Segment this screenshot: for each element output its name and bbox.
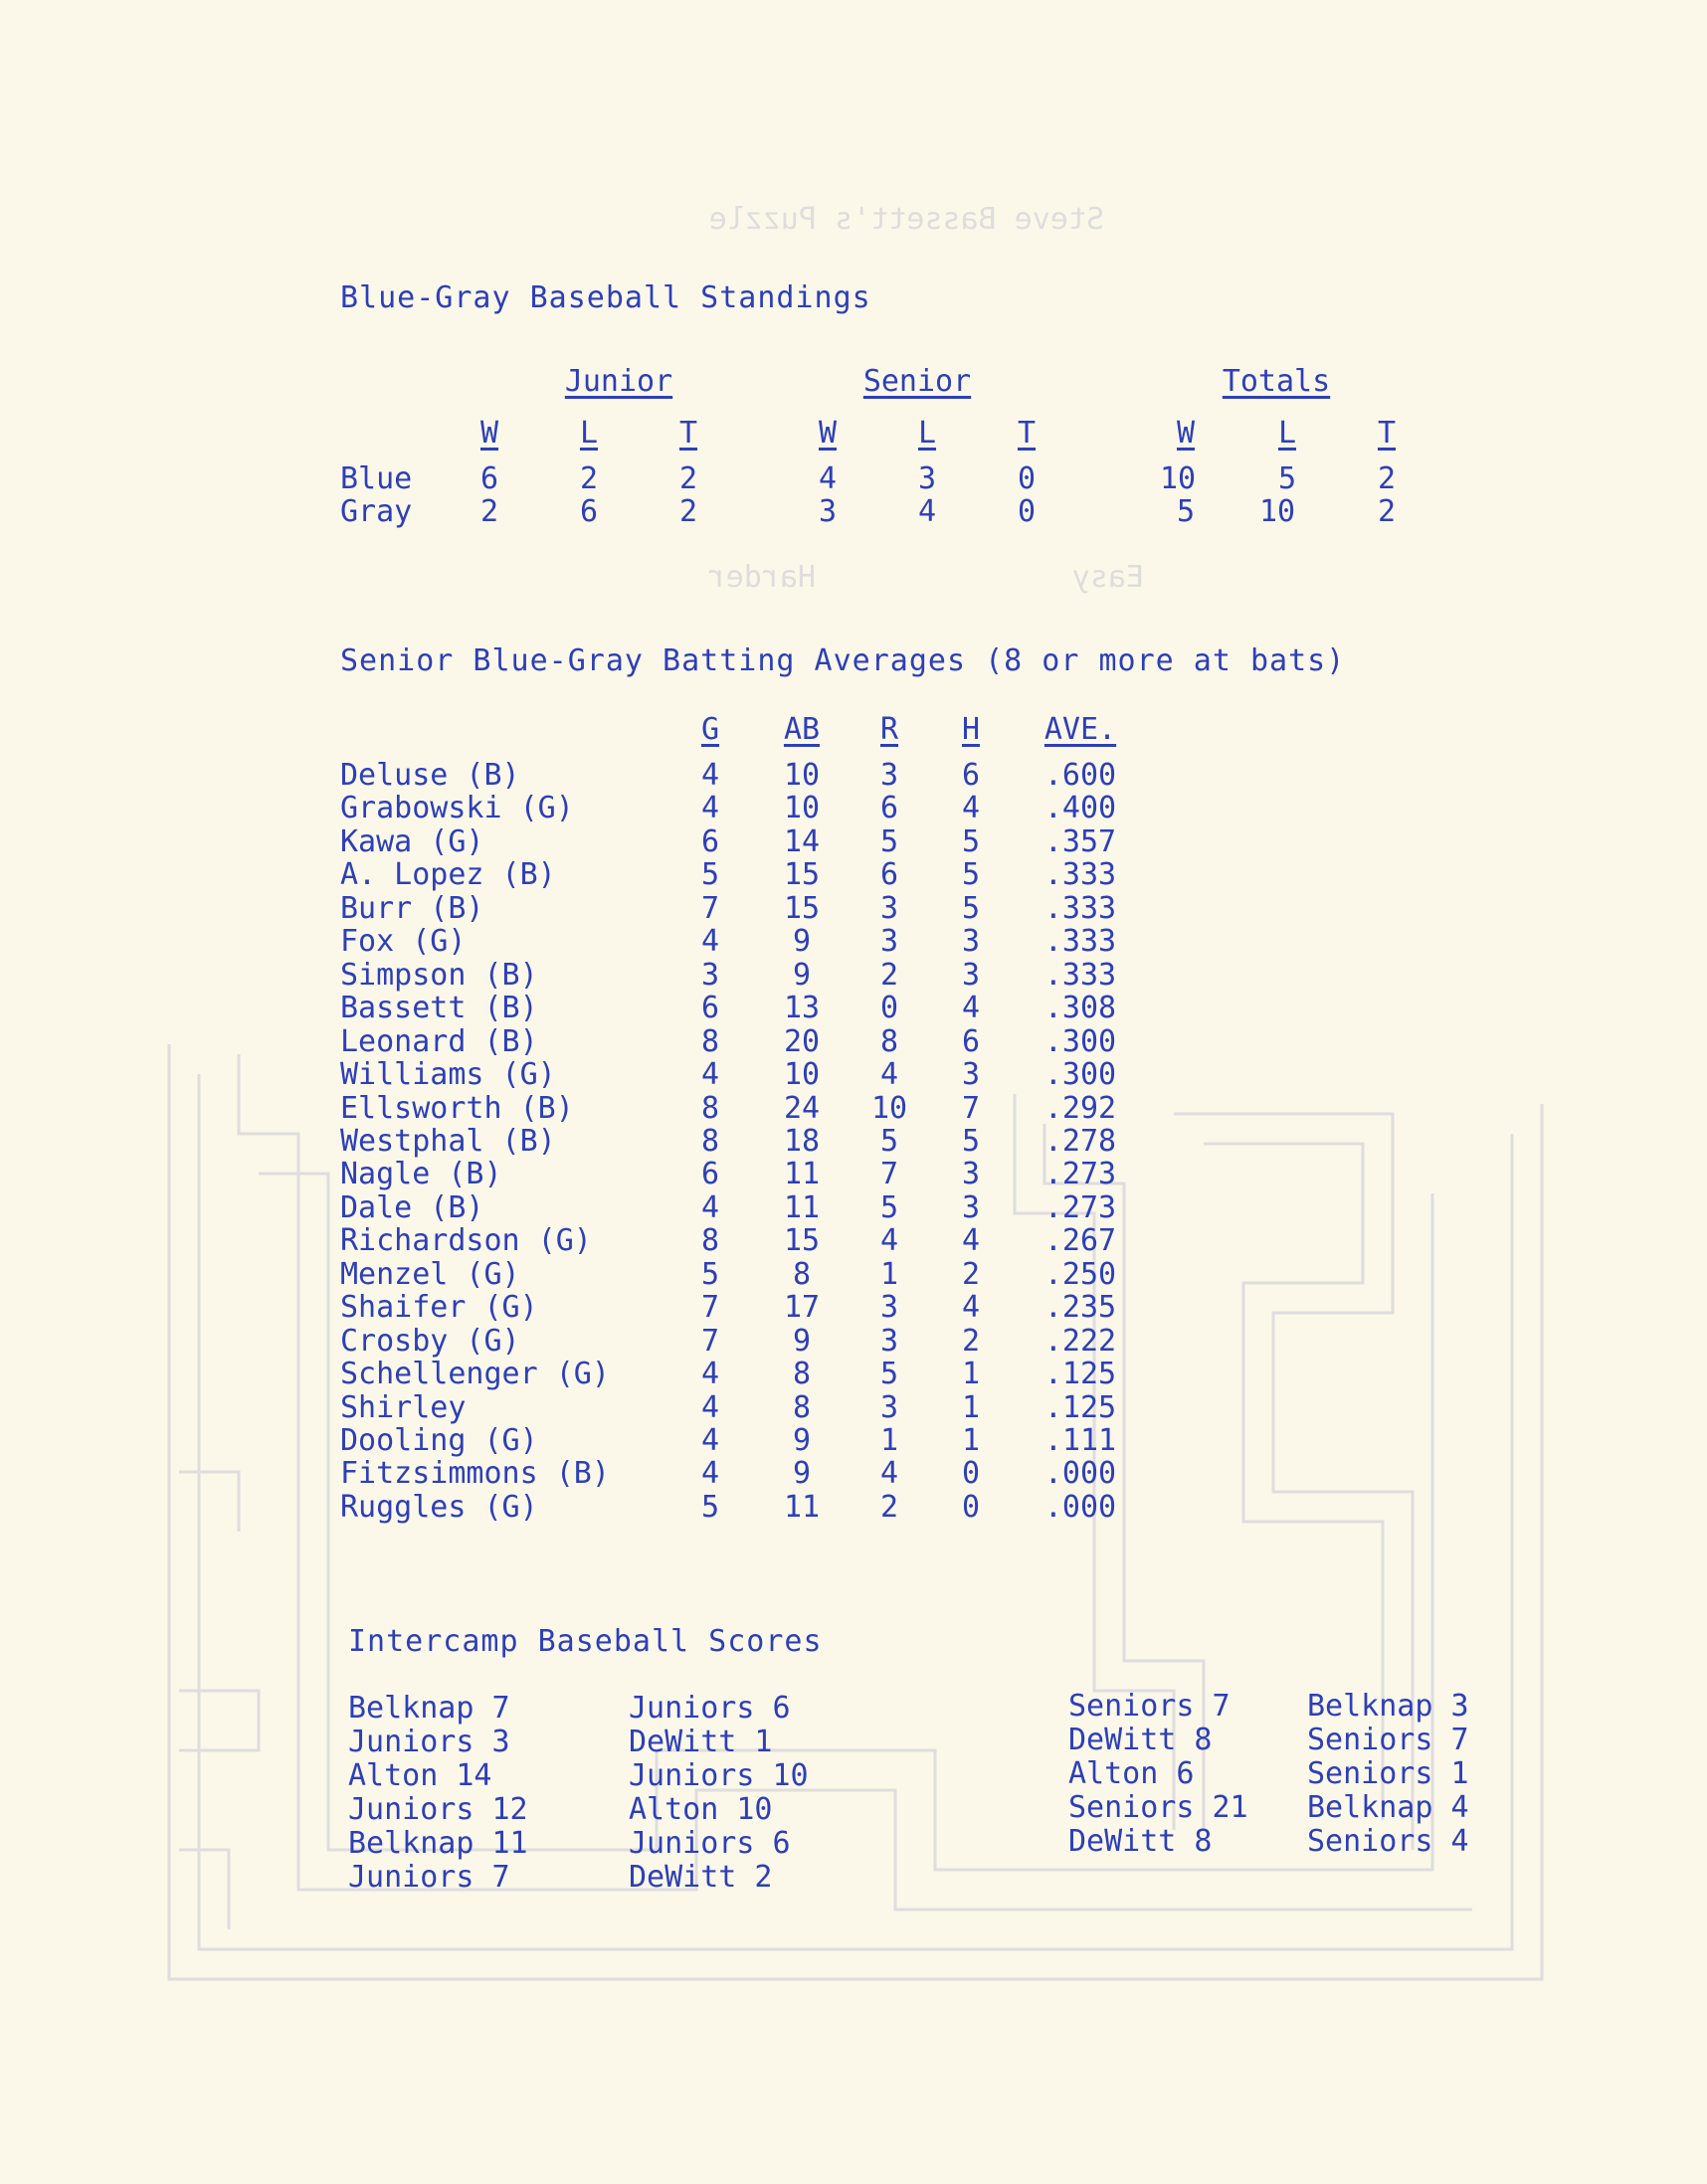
batting-cell-r: 5 [879,1357,899,1391]
player-name: Ruggles (G) [340,1490,538,1525]
batting-cell-ab: 9 [792,924,812,959]
batting-cell-g: 6 [700,824,720,859]
standings-cell: 4 [818,461,838,496]
batting-cell-h: 5 [961,891,981,926]
batting-cell-ave: .000 [1043,1456,1117,1491]
player-name: Grabowski (G) [340,791,574,825]
player-name: Simpson (B) [340,958,538,993]
batting-cell-ave: .273 [1043,1157,1117,1191]
player-name: Burr (B) [340,891,484,926]
senior-score-right: Seniors 1 [1307,1756,1469,1791]
batting-cell-h: 3 [961,1157,981,1191]
standings-cell: 2 [678,494,698,529]
junior-score-right: DeWitt 2 [629,1860,773,1895]
batting-cell-ab: 10 [783,791,821,825]
batting-title: Senior Blue-Gray Batting Averages (8 or more at bats) [340,643,1346,678]
batting-cell-ab: 9 [792,1423,812,1458]
batting-header-r: R [879,712,899,747]
player-name: Deluse (B) [340,758,520,793]
batting-cell-ab: 20 [783,1024,821,1059]
junior-score-left: Belknap 11 [348,1826,528,1861]
batting-cell-g: 6 [700,991,720,1025]
batting-cell-g: 5 [700,857,720,892]
standings-cell: 0 [1017,494,1037,529]
batting-cell-g: 8 [700,1223,720,1258]
batting-cell-ab: 24 [783,1091,821,1126]
batting-cell-h: 4 [961,1290,981,1325]
standings-cell: 0 [1017,461,1037,496]
batting-cell-ave: .111 [1043,1423,1117,1458]
player-name: Fitzsimmons (B) [340,1456,610,1491]
batting-cell-r: 1 [879,1257,899,1292]
batting-cell-h: 6 [961,1024,981,1059]
batting-cell-g: 5 [700,1490,720,1525]
batting-cell-g: 8 [700,1091,720,1126]
col-w-header: W [1176,416,1196,451]
batting-cell-ab: 9 [792,1324,812,1359]
col-t-header: T [1377,416,1397,451]
player-name: Dale (B) [340,1190,484,1225]
batting-cell-h: 3 [961,958,981,993]
batting-cell-g: 4 [700,1390,720,1425]
batting-header-h: H [961,712,981,747]
senior-score-left: DeWitt 8 [1068,1723,1213,1757]
batting-cell-h: 3 [961,924,981,959]
junior-score-right: DeWitt 1 [629,1725,773,1759]
junior-score-left: Juniors 12 [348,1792,528,1827]
svg-text:Harder: Harder [707,560,816,595]
standings-title: Blue-Gray Baseball Standings [340,280,871,315]
standings-team-name: Gray [340,494,413,529]
senior-score-left: Seniors 7 [1068,1689,1231,1724]
batting-cell-ave: .600 [1043,758,1117,793]
batting-cell-ave: .300 [1043,1024,1117,1059]
batting-cell-ave: .292 [1043,1091,1117,1126]
standings-cell: 10 [1258,494,1296,529]
batting-cell-ave: .267 [1043,1223,1117,1258]
batting-cell-ab: 11 [783,1490,821,1525]
batting-cell-ab: 13 [783,991,821,1025]
batting-cell-r: 6 [879,791,899,825]
col-l-header: L [579,416,599,451]
batting-cell-ab: 10 [783,758,821,793]
standings-cell: 5 [1277,461,1297,496]
batting-header-ave: AVE. [1043,712,1117,747]
batting-cell-ave: .333 [1043,958,1117,993]
batting-cell-g: 4 [700,1057,720,1092]
batting-cell-ab: 15 [783,891,821,926]
player-name: Shaifer (G) [340,1290,538,1325]
batting-cell-r: 3 [879,1324,899,1359]
senior-score-right: Belknap 4 [1307,1790,1469,1825]
junior-score-left: Alton 14 [348,1758,492,1793]
batting-cell-g: 5 [700,1257,720,1292]
standings-cell: 6 [479,461,499,496]
batting-cell-r: 7 [879,1157,899,1191]
batting-cell-ave: .278 [1043,1124,1117,1159]
standings-cell: 6 [579,494,599,529]
senior-score-left: Alton 6 [1068,1756,1195,1791]
senior-score-left: DeWitt 8 [1068,1824,1213,1859]
player-name: Nagle (B) [340,1157,502,1191]
col-t-header: T [678,416,698,451]
svg-text:Easy: Easy [1071,560,1144,595]
batting-cell-h: 5 [961,1124,981,1159]
batting-cell-h: 2 [961,1257,981,1292]
senior-score-right: Belknap 3 [1307,1689,1469,1724]
batting-cell-r: 5 [879,824,899,859]
batting-cell-ab: 8 [792,1390,812,1425]
player-name: Dooling (G) [340,1423,538,1458]
batting-cell-r: 3 [879,924,899,959]
player-name: Williams (G) [340,1057,556,1092]
batting-cell-ave: .125 [1043,1357,1117,1391]
junior-score-left: Juniors 3 [348,1725,510,1759]
batting-cell-r: 4 [879,1456,899,1491]
senior-score-left: Seniors 21 [1068,1790,1248,1825]
batting-cell-ave: .308 [1043,991,1117,1025]
batting-cell-ave: .235 [1043,1290,1117,1325]
batting-cell-g: 4 [700,1190,720,1225]
standings-cell: 2 [479,494,499,529]
standings-cell: 4 [917,494,937,529]
player-name: Leonard (B) [340,1024,538,1059]
batting-cell-ab: 17 [783,1290,821,1325]
standings-cell: 2 [1377,494,1397,529]
batting-cell-ave: .333 [1043,857,1117,892]
batting-cell-ave: .222 [1043,1324,1117,1359]
batting-cell-h: 3 [961,1057,981,1092]
senior-score-right: Seniors 4 [1307,1824,1469,1859]
batting-cell-g: 4 [700,791,720,825]
col-t-header: T [1017,416,1037,451]
batting-cell-h: 6 [961,758,981,793]
junior-score-left: Belknap 7 [348,1691,510,1726]
batting-cell-h: 1 [961,1390,981,1425]
junior-score-right: Alton 10 [629,1792,773,1827]
batting-header-ab: AB [783,712,821,747]
player-name: Schellenger (G) [340,1357,610,1391]
svg-text:Steve Bassett's Puzzle: Steve Bassett's Puzzle [708,202,1104,237]
batting-cell-ab: 9 [792,1456,812,1491]
batting-cell-g: 4 [700,1423,720,1458]
batting-cell-g: 7 [700,1290,720,1325]
batting-cell-h: 5 [961,857,981,892]
batting-cell-h: 4 [961,1223,981,1258]
batting-cell-h: 7 [961,1091,981,1126]
intercamp-title: Intercamp Baseball Scores [348,1624,823,1659]
player-name: Crosby (G) [340,1324,520,1359]
batting-cell-g: 7 [700,1324,720,1359]
batting-cell-ave: .333 [1043,924,1117,959]
batting-cell-r: 0 [879,991,899,1025]
batting-cell-h: 0 [961,1456,981,1491]
player-name: A. Lopez (B) [340,857,556,892]
batting-cell-ab: 14 [783,824,821,859]
batting-cell-r: 3 [879,891,899,926]
batting-cell-ave: .300 [1043,1057,1117,1092]
group-totals-header: Totals [1222,364,1331,399]
batting-cell-ave: .000 [1043,1490,1117,1525]
player-name: Shirley [340,1390,467,1425]
standings-cell: 10 [1159,461,1197,496]
batting-cell-r: 1 [879,1423,899,1458]
batting-cell-r: 4 [879,1057,899,1092]
junior-score-right: Juniors 10 [629,1758,809,1793]
batting-cell-r: 3 [879,758,899,793]
batting-cell-h: 4 [961,991,981,1025]
batting-cell-ave: .400 [1043,791,1117,825]
col-l-header: L [917,416,937,451]
batting-cell-ab: 11 [783,1157,821,1191]
batting-cell-ab: 10 [783,1057,821,1092]
batting-cell-ave: .333 [1043,891,1117,926]
batting-cell-r: 8 [879,1024,899,1059]
batting-cell-ave: .273 [1043,1190,1117,1225]
standings-cell: 3 [917,461,937,496]
standings-cell: 2 [1377,461,1397,496]
batting-cell-g: 6 [700,1157,720,1191]
standings-cell: 3 [818,494,838,529]
batting-cell-ab: 9 [792,958,812,993]
batting-cell-ab: 18 [783,1124,821,1159]
batting-cell-ab: 8 [792,1257,812,1292]
group-senior-header: Senior [862,364,972,399]
player-name: Westphal (B) [340,1124,556,1159]
batting-cell-ab: 8 [792,1357,812,1391]
batting-cell-r: 5 [879,1190,899,1225]
player-name: Fox (G) [340,924,467,959]
batting-cell-g: 8 [700,1024,720,1059]
batting-cell-r: 6 [879,857,899,892]
batting-cell-g: 4 [700,1456,720,1491]
col-l-header: L [1277,416,1297,451]
batting-header-g: G [700,712,720,747]
batting-cell-ave: .250 [1043,1257,1117,1292]
batting-cell-g: 4 [700,924,720,959]
batting-cell-h: 3 [961,1190,981,1225]
batting-cell-ab: 11 [783,1190,821,1225]
player-name: Bassett (B) [340,991,538,1025]
batting-cell-h: 5 [961,824,981,859]
batting-cell-g: 4 [700,758,720,793]
batting-cell-ave: .125 [1043,1390,1117,1425]
col-w-header: W [818,416,838,451]
batting-cell-r: 5 [879,1124,899,1159]
col-w-header: W [479,416,499,451]
senior-score-right: Seniors 7 [1307,1723,1469,1757]
batting-cell-r: 2 [879,1490,899,1525]
batting-cell-h: 2 [961,1324,981,1359]
batting-cell-h: 4 [961,791,981,825]
standings-team-name: Blue [340,461,413,496]
batting-cell-r: 10 [870,1091,908,1126]
standings-cell: 5 [1176,494,1196,529]
batting-cell-g: 3 [700,958,720,993]
player-name: Richardson (G) [340,1223,592,1258]
standings-cell: 2 [678,461,698,496]
batting-cell-h: 1 [961,1357,981,1391]
batting-cell-r: 4 [879,1223,899,1258]
player-name: Kawa (G) [340,824,484,859]
group-junior-header: Junior [564,364,673,399]
batting-cell-g: 7 [700,891,720,926]
player-name: Menzel (G) [340,1257,520,1292]
junior-score-right: Juniors 6 [629,1826,791,1861]
batting-cell-ave: .357 [1043,824,1117,859]
batting-cell-r: 3 [879,1290,899,1325]
batting-cell-g: 8 [700,1124,720,1159]
junior-score-right: Juniors 6 [629,1691,791,1726]
batting-cell-r: 3 [879,1390,899,1425]
batting-cell-r: 2 [879,958,899,993]
batting-cell-h: 0 [961,1490,981,1525]
batting-cell-ab: 15 [783,857,821,892]
standings-cell: 2 [579,461,599,496]
batting-cell-h: 1 [961,1423,981,1458]
junior-score-left: Juniors 7 [348,1860,510,1895]
player-name: Ellsworth (B) [340,1091,574,1126]
batting-cell-ab: 15 [783,1223,821,1258]
batting-cell-g: 4 [700,1357,720,1391]
